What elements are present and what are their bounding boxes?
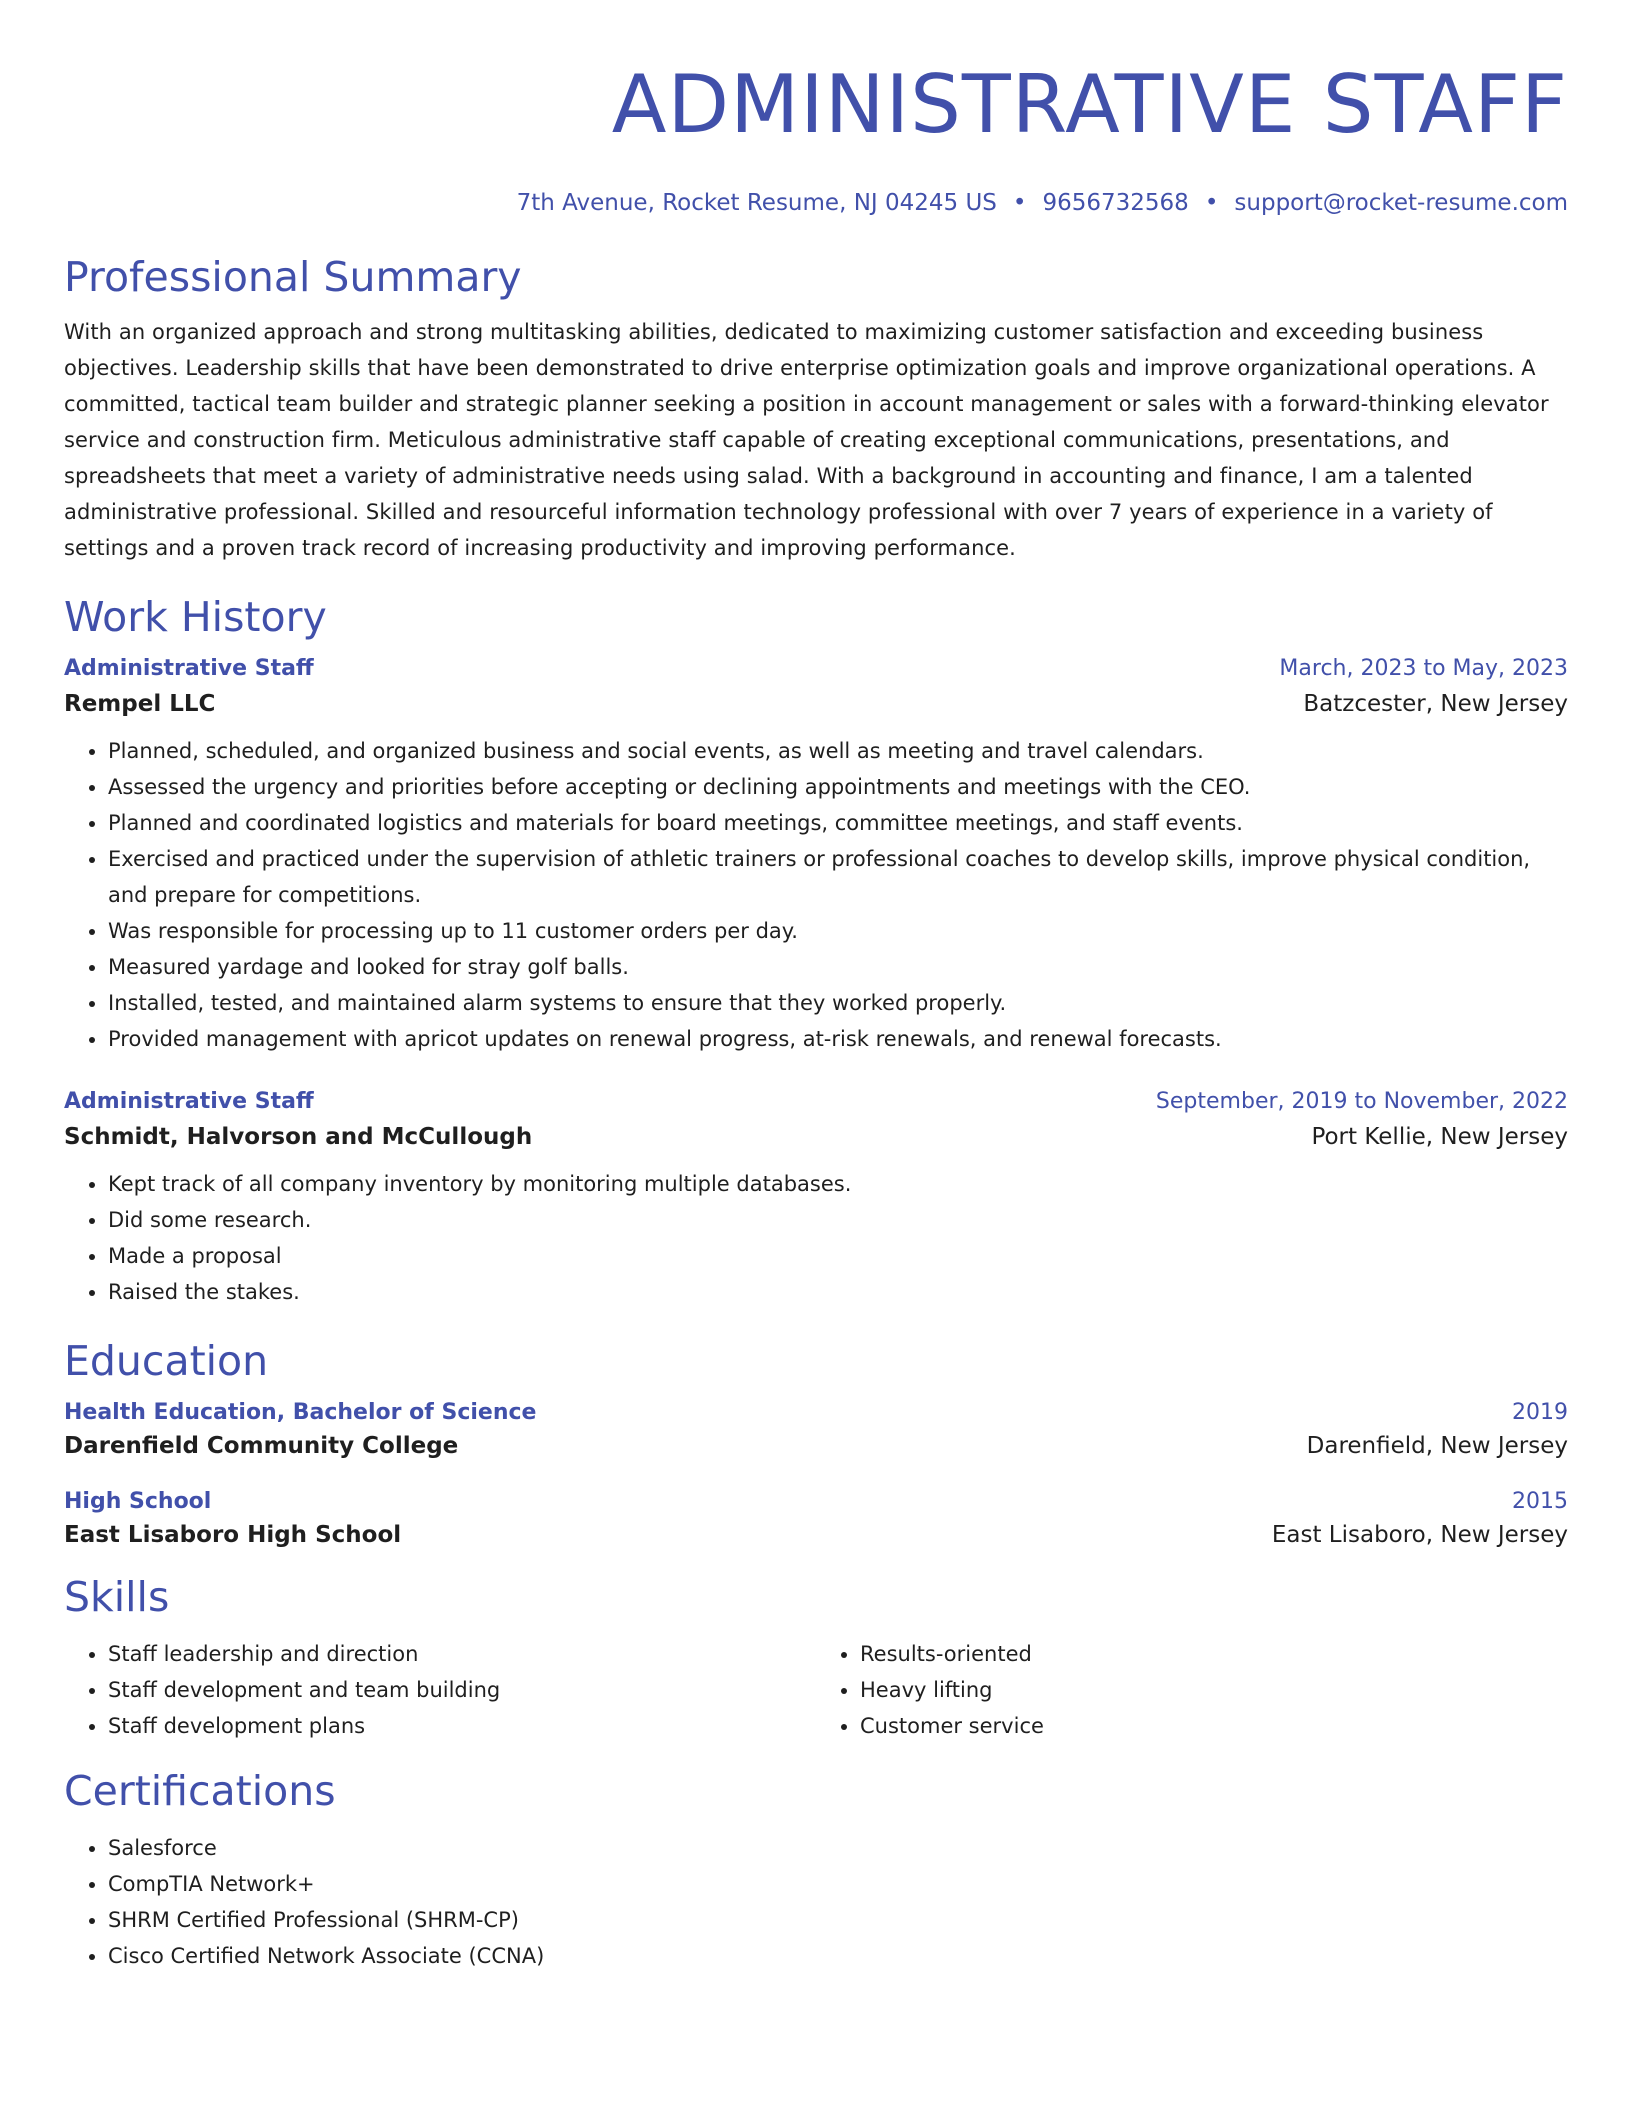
section-title-education: Education xyxy=(64,1337,269,1385)
skill-item: • Staff leadership and direction xyxy=(108,1636,816,1672)
skills-list-left xyxy=(64,1636,816,1744)
certification-item: • Salesforce xyxy=(108,1830,1568,1866)
contact-address: 7th Avenue, Rocket Resume, NJ 04245 US xyxy=(516,190,997,216)
section-title-work: Work History xyxy=(64,593,327,641)
job-location: Port Kellie, New Jersey xyxy=(1311,1124,1568,1150)
school-location: East Lisaboro, New Jersey xyxy=(1271,1522,1568,1548)
resume-name: ADMINISTRATIVE STAFF xyxy=(611,58,1568,151)
job-location: Batzcester, New Jersey xyxy=(1303,691,1568,717)
education-year: 2015 xyxy=(1512,1489,1568,1514)
certification-item: • SHRM Certified Professional (SHRM-CP) xyxy=(108,1902,1568,1938)
school-location: Darenfield, New Jersey xyxy=(1306,1433,1568,1459)
list-item: • Was responsible for processing up to 11 customer orders per day. xyxy=(108,913,1568,949)
skill-item: • Heavy lifting xyxy=(860,1672,1568,1708)
list-item: • Installed, tested, and maintained alarm systems to ensure that they worked properly. xyxy=(108,985,1568,1021)
degree: Health Education, Bachelor of Science xyxy=(64,1400,537,1425)
job-entry xyxy=(64,1089,1568,1310)
contact-phone: 9656732568 xyxy=(1042,190,1189,216)
certifications-list xyxy=(64,1830,1568,1974)
list-item: • Made a proposal xyxy=(108,1238,1568,1274)
section-title-summary: Professional Summary xyxy=(64,253,522,301)
job-entry xyxy=(64,656,1568,1057)
school-name: East Lisaboro High School xyxy=(64,1522,402,1548)
skills-columns xyxy=(64,1622,1568,1744)
list-item: • Raised the stakes. xyxy=(108,1274,1568,1310)
list-item: • Planned and coordinated logistics and materials for board meetings, committee meetings, and staff events. xyxy=(108,805,1568,841)
summary-text: With an organized approach and strong multitasking abilities, dedicated to maximizing customer satisfaction and exceeding business objectives. Leadership skills that have been demonstrated to drive enterprise optimization goals and improve organizational operations. A committed, tactical team builder and strategic planner seeking a position in account management or sales with a forward-thinking elevator service and construction firm. Meticulous administrative staff capable of creating exceptional communications, presentations, and spreadsheets that meet a variety of administrative needs using salad. With a background in accounting and finance, I am a talented administrative professional. Skilled and resourceful information technology professional with over 7 years of experience in a variety of settings and a proven track record of increasing productivity and improving performance. xyxy=(64,320,1549,560)
list-item: • Did some research. xyxy=(108,1202,1568,1238)
separator-dot: • xyxy=(1204,190,1219,216)
list-item: • Measured yardage and looked for stray golf balls. xyxy=(108,949,1568,985)
summary-section xyxy=(64,252,1568,566)
job-company: Schmidt, Halvorson and McCullough xyxy=(64,1124,533,1150)
job-company: Rempel LLC xyxy=(64,691,216,717)
job-title: Administrative Staff xyxy=(64,1089,314,1114)
degree: High School xyxy=(64,1489,212,1514)
work-section xyxy=(64,592,1568,1310)
list-item: • Kept track of all company inventory by monitoring multiple databases. xyxy=(108,1166,1568,1202)
section-title-skills: Skills xyxy=(64,1573,170,1621)
education-year: 2019 xyxy=(1512,1400,1568,1425)
separator-dot: • xyxy=(1012,190,1027,216)
job-dates: September, 2019 to November, 2022 xyxy=(1155,1089,1568,1114)
section-title-certifications: Certifications xyxy=(64,1767,336,1815)
contact-line xyxy=(64,188,1568,218)
skill-item: • Staff development and team building xyxy=(108,1672,816,1708)
job-bullets xyxy=(64,1166,1568,1310)
education-section xyxy=(64,1336,1568,1548)
list-item: • Planned, scheduled, and organized business and social events, as well as meeting and travel calendars. xyxy=(108,733,1568,769)
job-dates: March, 2023 to May, 2023 xyxy=(1279,656,1568,681)
skill-item: • Staff development plans xyxy=(108,1708,816,1744)
skills-section xyxy=(64,1572,1568,1744)
skills-list-right xyxy=(816,1636,1568,1744)
job-title: Administrative Staff xyxy=(64,656,314,681)
skill-item: • Customer service xyxy=(860,1708,1568,1744)
list-item: • Provided management with apricot updates on renewal progress, at-risk renewals, and renewal forecasts. xyxy=(108,1021,1568,1057)
certification-item: • Cisco Certified Network Associate (CCNA) xyxy=(108,1938,1568,1974)
school-name: Darenfield Community College xyxy=(64,1433,459,1459)
skill-item: • Results-oriented xyxy=(860,1636,1568,1672)
education-entry xyxy=(64,1400,1568,1459)
certifications-section xyxy=(64,1766,1568,1974)
list-item: • Assessed the urgency and priorities before accepting or declining appointments and meetings with the CEO. xyxy=(108,769,1568,805)
job-bullets xyxy=(64,733,1568,1057)
contact-email[interactable]: support@rocket-resume.com xyxy=(1234,190,1568,216)
list-item: • Exercised and practiced under the supervision of athletic trainers or professional coaches to develop skills, improve physical condition, and prepare for competitions. xyxy=(108,841,1568,913)
education-entry xyxy=(64,1489,1568,1548)
certification-item: • CompTIA Network+ xyxy=(108,1866,1568,1902)
